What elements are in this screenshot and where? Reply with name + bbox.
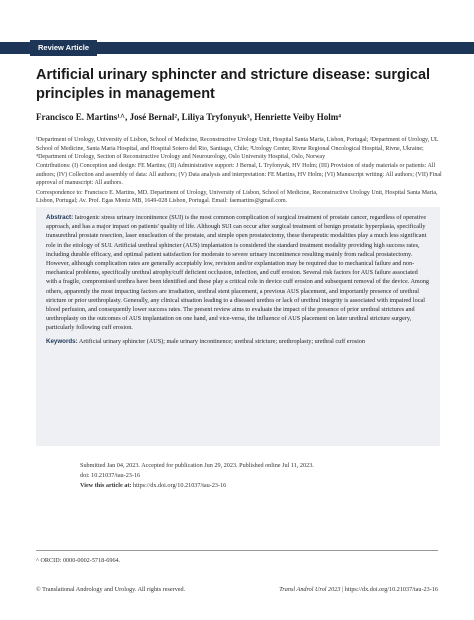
page-footer bbox=[36, 586, 438, 593]
keywords-text: Artificial urinary sphincter (AUS); male urinary incontinence; urethral stricture; urethroplasty; urethral cuff erosion bbox=[78, 337, 365, 345]
view-article-link[interactable]: https://dx.doi.org/10.21037/tau-23-16 bbox=[133, 482, 227, 489]
view-article-line bbox=[80, 481, 440, 491]
submission-info bbox=[80, 461, 440, 491]
keywords-label: Keywords: bbox=[46, 337, 78, 345]
separator-text: | bbox=[341, 586, 345, 593]
journal-citation: Transl Androl Urol 2023 bbox=[279, 586, 341, 593]
copyright-text: © Translational Andrology and Urology. All rights reserved. bbox=[36, 586, 186, 593]
article-type-tag: Review Article bbox=[30, 40, 97, 56]
footnote-divider bbox=[36, 550, 438, 551]
orcid-footnote: ^ ORCID: 0000-0002-5718-6964. bbox=[36, 557, 121, 564]
affiliation-text: ¹Department of Urology, University of Lisbon, School of Medicine, Reconstructive Urology Unit, Hospital Santa Maria, Lisbon, Portugal; ²Department of Urology, UL School of Medicine, Santa Maria Hospital, and Hospital Sotero del Rio, Santiago, Chile; ³Urology Center, Rivne Regional Oncological Hospital, Rivne, Ukraine; ⁴Department of Urology, Section of Reconstructive Urology and Neurourology, Oslo University Hospital, Oslo, Norway bbox=[36, 137, 439, 161]
affiliations-block bbox=[36, 136, 446, 206]
abstract-label: Abstract: bbox=[46, 214, 74, 221]
doi-text: doi: 10.21037/tau-23-16 bbox=[80, 472, 141, 479]
abstract-box bbox=[36, 207, 440, 446]
submission-dates: Submitted Jan 04, 2023. Accepted for publication Jun 29, 2023. Published online Jul 11, 2023. bbox=[80, 462, 314, 469]
footer-right bbox=[279, 586, 438, 593]
footer-doi-link[interactable]: https://dx.doi.org/10.21037/tau-23-16 bbox=[344, 586, 438, 593]
abstract-paragraph bbox=[46, 213, 430, 333]
view-article-label: View this article at: bbox=[80, 482, 132, 489]
contributions-text: Contributions: (I) Conception and design: FE Martins; (II) Administrative support: J Bernal, L Tryfonyuk, HV Holm; (III) Provision of study materials or patients: All authors; (IV) Collection and assembly of data: All authors; (V) Data analysis and interpretation: FE Martins, HV Holm; (VI) Manuscript writing: All authors; (VII) Final approval of manuscript: All authors. bbox=[36, 163, 442, 187]
abstract-text: Iatrogenic stress urinary incontinence (SUI) is the most common complication of surgical treatment of prostate cancer, regardless of operative approach, and has a major impact on patients' quality of life. Although SUI can occur after surgical treatment of benign prostatic hyperplasia, specifically transurethral prostate resection, laser enucleation of the prostate, and simple open prostatectomy, these therapeutic modalities play a much less significant role in the etiology of SUI. Artificial urethral sphincter (AUS) implantation is considered the standard treatment modality providing high success rates, including durable efficacy, and optimal patient satisfaction for moderate to severe urinary incontinence resulting mainly from radical prostatectomy. However, although complication rates are generally acceptably low, revision and/or explantation may be required due to mechanical failure and non-mechanical problems, specifically urethral atrophy/cuff deficient occlusion, infection, and cuff erosion. Several risk factors for AUS failure associated with a fragile, compromised urethra have been identified and these play a critical role in device cuff erosion and subsequent removal of the device. Among others, apparently the most impacting factors are irradiation, urethral stent placement, a previous AUS placement, and importantly presence of urethral stricture or prior urethroplasty. Generally, any clinical situation leading to a diseased urethra or lack of urethral integrity is associated with impaired local blood perfusion, and consequently lower success rates. The present review aims to evaluate the impact of the presence of prior urethral strictures and urethroplasty on the outcomes of AUS implantation on one hand, and vice-versa, the influence of AUS placement on later urethral stricture surgery, particularly following cuff erosion. bbox=[46, 214, 430, 332]
author-list: Francisco E. Martins¹^, José Bernal², Liliya Tryfonyuk³, Henriette Veiby Holm⁴ bbox=[36, 112, 341, 122]
correspondence-text: Correspondence to: Francisco E. Martins, MD. Department of Urology, University of Lisbon, School of Medicine, Reconstructive Urology Unit, Hospital Santa Maria, Lisbon, Portugal; Av. Prof. Egas Moniz MB, 1649-028 Lisbon, Portugal. Email: faemartins@gmail.com. bbox=[36, 189, 438, 205]
article-title: Artificial urinary sphincter and stricture disease: surgical principles in management bbox=[36, 67, 431, 102]
keywords-paragraph bbox=[46, 337, 430, 346]
